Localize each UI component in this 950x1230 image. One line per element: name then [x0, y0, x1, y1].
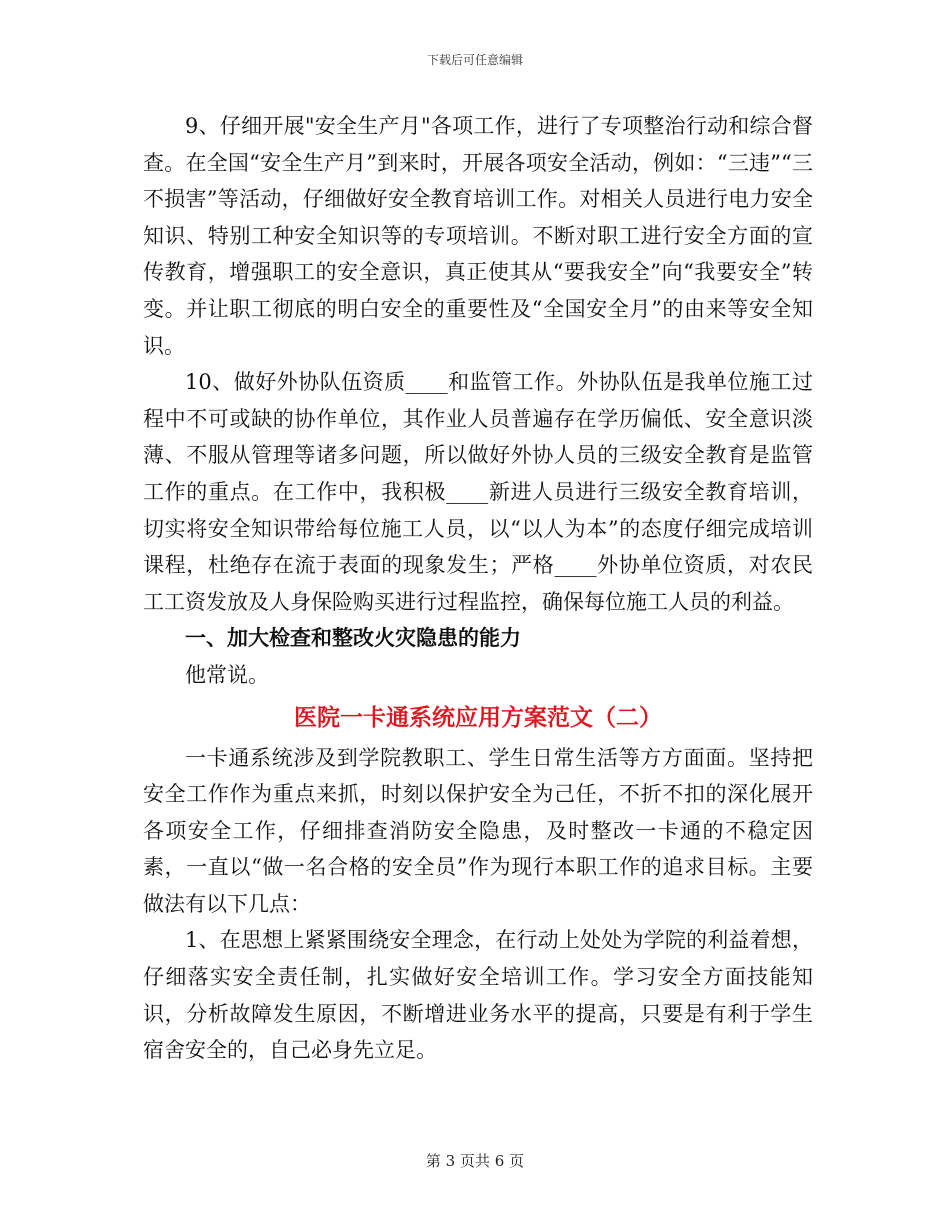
paragraph-item-1: 1、在思想上紧紧围绕安全理念，在行动上处处为学院的利益着想，仔细落实安全责任制，扎实做好安全培训工作。学习安全方面技能知识，分析故障发生原因，不断增进业务水平的提高，只要是有利于学生宿舍安全的，自己必身先立足。	[143, 928, 813, 1063]
paragraph-item-10: 10、做好外协队伍资质____和监管工作。外协队伍是我单位施工过程中不可或缺的协作单位，其作业人员普遍存在学历偏低、安全意识淡薄、不服从管理等诸多问题，所以做好外协人员的三级安全教育是监管工作的重点。在工作中，我积极____新进人员进行三级安全教育培训，切实将安全知识带给每位施工人员，以“以人为本”的态度仔细完成培训课程，杜绝存在流于表面的现象发生；严格____外协单位资质，对农民工工资发放及人身保险购买进行过程监控，确保每位施工人员的利益。	[143, 370, 813, 614]
section-heading: 一、加大检查和整改火灾隐患的能力	[185, 626, 521, 651]
page-header: 下载后可任意编辑	[426, 53, 523, 67]
document-title: 医院一卡通系统应用方案范文（二）	[294, 704, 662, 731]
page-number: 第 3 页共 6 页	[425, 1152, 525, 1170]
paragraph-item-9: 9、仔细开展"安全生产月"各项工作，进行了专项整治行动和综合督查。在全国“安全生产月”到来时，开展各项安全活动，例如：“三违”“三不损害”等活动，仔细做好安全教育培训工作。对相关人员进行电力安全知识、特别工种安全知识等的专项培训。不断对职工进行安全方面的宣传教育，增强职工的安全意识，真正使其从“要我安全”向“我要安全”转变。并让职工彻底的明白安全的重要性及“全国安全月”的由来等安全知识。	[143, 114, 813, 358]
document-body	[143, 108, 813, 1069]
short-line: 他常说。	[185, 662, 269, 687]
intro-paragraph: 一卡通系统涉及到学院教职工、学生日常生活等方方面面。坚持把安全工作作为重点来抓，时刻以保护安全为己任，不折不扣的深化展开各项安全工作，仔细排查消防安全隐患，及时整改一卡通的不稳定因素，一直以“做一名合格的安全员”作为现行本职工作的追求目标。主要做法有以下几点：	[143, 745, 813, 916]
